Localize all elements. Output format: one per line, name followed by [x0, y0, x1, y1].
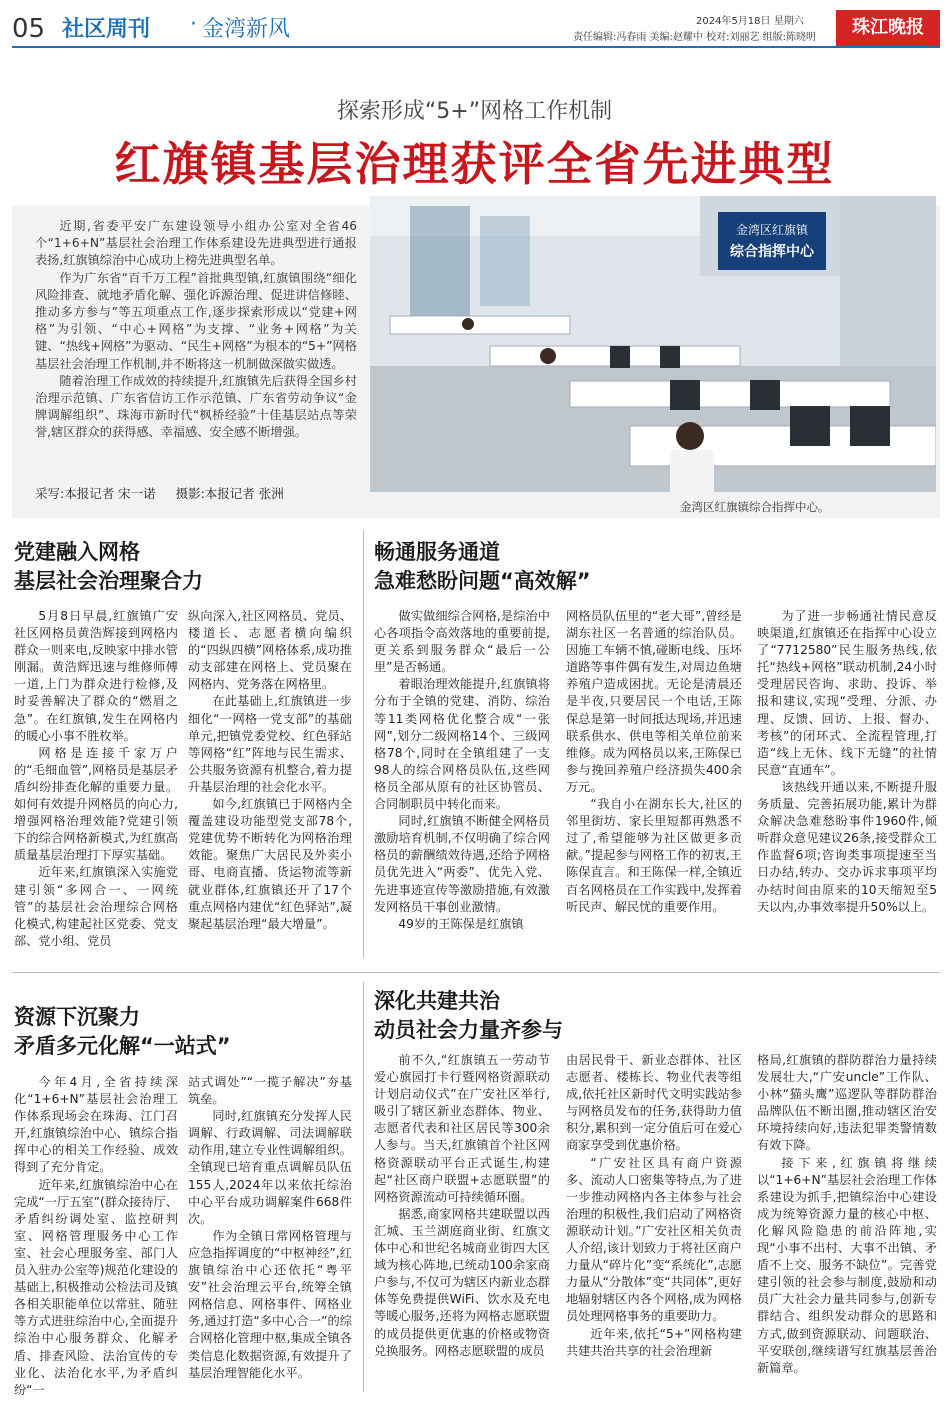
paragraph: 同时,红旗镇不断健全网格员激励培育机制,不仅明确了综合网格员的薪酬绩效待遇,还给予网格员优先进入“两委”、优先入党、先进事迹宣传等激励措施,有效激发网格员干事创业激情。 [374, 814, 550, 914]
photo-illustration [370, 196, 936, 492]
heading-line: 党建融入网格 [14, 540, 140, 564]
section-separator: · [190, 12, 197, 37]
paragraph: “广安社区具有商户资源多、流动人口密集等特点,为了进一步推动网格内各主体参与社会治理的积极性,我们启动了网格资源联动计划。”广安社区相关负责人介绍,该计划致力于将社区商户力量从“碎片化”变“系统化”,志愿力量从“分散体”变“共同体”,更好地辐射辖区内各个网格,成为网格员处理网格事务的重要助力。 [566, 1155, 742, 1324]
heading-line: 急难愁盼问题“高效解” [374, 569, 591, 593]
intro-paragraph: 近期,省委平安广东建设领导小组办公室对全省46个“1+6+N”基层社会治理工作体系建设先进典型进行通报表扬,红旗镇综治中心成功上榜先进典型名单。 [35, 219, 357, 268]
intro-text [35, 218, 357, 442]
section-divider [12, 972, 940, 973]
paragraph: 做实做细综合网格,是综治中心各项指令高效落地的重要前提,更关系到服务群众“最后一公里”是否畅通。 [374, 609, 550, 675]
section-heading [14, 538, 203, 596]
paragraph: 该热线开通以来,不断提升服务质量、完善拓展功能,累计为群众解决急难愁盼事件1960件,倾听群众意见建议26条,接受群众工作监督6项;咨询类事项提速至当日办结,转办、交办诉求事项平均办结时间由原来的10天缩短至5天以内,办事效率提升50%以上。 [757, 779, 937, 914]
intro-paragraph: 随着治理工作成效的持续提升,红旗镇先后获得全国乡村治理示范镇、广东省信访工作示范镇、广东省劳动争议“金牌调解组织”、珠海市新时代“枫桥经验”十佳基层站点等荣誉,辖区群众的获得感、幸福感、安全感不断增强。 [35, 373, 357, 440]
section-heading [14, 1003, 231, 1061]
heading-line: 畅通服务通道 [374, 540, 500, 564]
text-column [757, 1052, 937, 1377]
text-column [14, 1074, 178, 1399]
newspaper-logo: 珠江晚报 [836, 10, 940, 46]
paragraph: 据悉,商家网格共建联盟以西汇城、玉兰湖庭商业街、红旗文体中心和世纪名城商业街四大区域为核心阵地,已统动100余家商户参与,不仅可为辖区内新业态群体等免费提供WiFi、饮水及充电等暖心服务,还将为网格志愿联盟的成员提供更优惠的价格或物资兑换服务。网格志愿联盟的成员 [374, 1206, 550, 1358]
section-heading [374, 987, 563, 1045]
paragraph: 由居民骨干、新业态群体、社区志愿者、楼栋长、物业代表等组成,依托社区新时代文明实践站参与网格员发布的任务,获得助力值积分,累积到一定分值后可在爱心商家享受到优惠价格。 [566, 1053, 742, 1153]
photo-caption: 金湾区红旗镇综合指挥中心。 [680, 500, 830, 514]
paragraph: 如今,红旗镇已于网格内全覆盖建设功能型党支部78个,党建优势不断转化为网格治理效能。聚焦广大居民及外卖小哥、电商直播、货运物流等新就业群体,红旗镇还开了17个重点网格内建优“红色驿站”,凝聚起基层治理“最大增量”。 [188, 797, 352, 931]
heading-line: 资源下沉聚力 [14, 1005, 140, 1029]
article-headline: 红旗镇基层治理获评全省先进典型 [114, 137, 835, 191]
article-kicker: 探索形成“5+”网格工作机制 [336, 99, 613, 124]
photo-credit: 摄影:本报记者 张洲 [175, 486, 284, 501]
issue-date: 2024年5月18日 星期六 [696, 16, 804, 27]
paragraph: 5月8日早晨,红旗镇广安社区网格员黄浩辉接到网格内群众一则来电,反映家中排水管刚漏。黄浩辉迅速与维修师傅一道,上门为群众进行检修,及时妥善解决了群众的“燃眉之急”。在红旗镇,发生在网格内的暖心小事不胜枚举。 [14, 609, 178, 743]
heading-line: 基层社会治理聚合力 [14, 569, 203, 593]
page-number: 05 [12, 14, 46, 44]
writer-credit: 采写:本报记者 宋一诺 [35, 486, 156, 501]
text-column [374, 1052, 550, 1360]
article-credits [35, 484, 284, 502]
text-column [757, 608, 937, 916]
intro-paragraph: 作为广东省“百千万工程”首批典型镇,红旗镇围绕“细化风险排查、就地矛盾化解、强化诉源治理、促进讲信修睦、推动多方参与”等五项重点工作,逐步探索形成以“党建+网格”为引领、“中心+网格”为支撑、“业务+网格”为关键、“热线+网格”为驱动、“民生+网格”为根本的“5+”网格基层社会治理工作机制,并不断将这一机制做深做实做透。 [35, 270, 357, 371]
paragraph: 网格是连接千家万户的“毛细血管”,网格员是基层矛盾纠纷排查化解的重要力量。如何有效提升网格员的向心力,增强网格治理效能?党建引领下的综合网格新模式,为红旗高质量基层治理打下厚实基础。 [14, 745, 178, 863]
text-column [188, 608, 352, 933]
column-divider [363, 530, 364, 958]
paragraph: 在此基础上,红旗镇进一步细化“一网格一党支部”的基础单元,把镇党委党校、红色驿站等网格“红”阵地与民生需求、公共服务资源有机整合,着力提升基层治理的社会化水平。 [188, 694, 352, 794]
paragraph: 今年4月,全省持续深化“1+6+N”基层社会治理工作体系现场会在珠海、江门召开,红旗镇综治中心、镇综合指挥中心的相关工作经验、成效得到了充分肯定。 [14, 1075, 178, 1175]
sign-line-1: 金湾区红旗镇 [735, 223, 809, 237]
paragraph: 格局,红旗镇的群防群治力量持续发展壮大,“广安uncle”工作队、小林“猫头鹰”巡逻队等群防群治品牌队伍不断出圈,推动辖区治安环境持续向好,违法犯罪类警情数有效下降。 [757, 1053, 937, 1153]
subsection-name: 金湾新风 [202, 17, 291, 42]
column-divider [363, 982, 364, 1392]
paragraph: “我自小在湖东长大,社区的邻里街坊、家长里短都再熟悉不过了,希望能够为社区做更多贡献。”提起参与网格工作的初衷,王陈保直言。和王陈保一样,全镇近百名网格员在工作实践中,发挥着听民声、解民忧的重要作用。 [566, 797, 742, 914]
paragraph: 网格员队伍里的“老大哥”,曾经是湖东社区一名普通的综治队员。因施工车辆不慎,碰断电线、压坏道路等事件偶有发生,对周边鱼塘养殖户造成困扰。无论是清晨还是半夜,只要居民一个电话,王陈保总是第一时间抵达现场,并迅速联系供水、供电等相关单位前来维修。成为网格员以来,王陈保已参与挽回养殖户经济损失400余万元。 [566, 609, 742, 794]
section-heading [374, 538, 591, 596]
text-column [374, 608, 550, 933]
section-name: 社区周刊 [62, 17, 151, 42]
paragraph: 作为全镇日常网格管理与应急指挥调度的“中枢神经”,红旗镇综治中心还依托“粤平安”社会治理云平台,统筹全镇网格信息、网格事件、网格业务,通过打造“多中心合一”的综合网格化管理中枢,集成全镇各类信息化数据资源,有效提升了基层治理智能化水平。 [188, 1228, 352, 1380]
heading-line: 矛盾多元化解“一站式” [14, 1034, 231, 1058]
command-center-photo [370, 196, 936, 492]
paragraph: 近年来,红旗镇综治中心在完成“一厅五室”(群众接待厅、矛盾纠纷调处室、监控研判室、网格管理服务中心工作室、社会心理服务室、部门人员入驻办公室等)规范化建设的基础上,积极推动公检法司及镇各相关职能单位以常驻、随驻等方式进驻综治中心,全面提升综治中心服务群众、化解矛盾、排查风险、法治宣传的专业化、法治化水平,为矛盾纠纷“一 [14, 1177, 178, 1397]
paragraph: 近年来,红旗镇深入实施党建引领“多网合一、一网统管”的基层社会治理综合网格化模式,构建起社区党委、党支部、党小组、党员 [14, 865, 178, 948]
paragraph: 为了进一步畅通社情民意反映渠道,红旗镇还在指挥中心设立了“7712580”民生服务热线,依托“热线+网格”联动机制,24小时受理居民咨询、求助、投诉、举报和建议,实现“受理、分派、办理、反馈、回访、上报、督办、考核”的闭环式、全流程管理,打造“线上无休、线下无缝”的社情民意“直通车”。 [757, 609, 937, 777]
text-column [566, 1052, 742, 1360]
text-column [566, 608, 742, 916]
heading-line: 动员社会力量齐参与 [374, 1018, 563, 1042]
paragraph: 同时,红旗镇充分发挥人民调解、行政调解、司法调解联动作用,建立专业性调解组织。全镇现已培育重点调解员队伍155人,2024年以来依托综治中心平台成功调解案件668件次。 [188, 1109, 352, 1226]
paragraph: 接下来,红旗镇将继续以“1+6+N”基层社会治理工作体系建设为抓手,把镇综治中心建设成为统筹资源力量的核心中枢、化解风险隐患的前沿阵地,实现“小事不出村、大事不出镇、矛盾不上交、服务不缺位”。完善党建引领的社会参与制度,鼓励和动员广大社会力量共同参与,创新专群结合、组织发动群众的思路和方式,做到资源联动、问题联治、平安联创,继续谱写红旗基层善治新篇章。 [757, 1155, 937, 1375]
sign-line-2: 综合指挥中心 [730, 244, 814, 260]
paragraph: 站式调处”“一揽子解决”夯基筑垒。 [188, 1075, 352, 1107]
paragraph: 近年来,依托“5+”网格构建共建共治共享的社会治理新 [566, 1326, 742, 1358]
text-column [14, 608, 178, 950]
paragraph: 着眼治理效能提升,红旗镇将分布于全镇的党建、消防、综治等11类网格优化整合成“一张网”,划分二级网格14个、三级网格78个,同时在全镇组建了一支98人的综合网格员队伍,这些网格员全部从原有的社区协管员、合同制职员中转化而来。 [374, 677, 550, 812]
paragraph: 49岁的王陈保是红旗镇 [398, 916, 524, 931]
heading-line: 深化共建共治 [374, 989, 500, 1013]
editor-credits: 责任编辑:冯春雨 美编:赵耀中 校对:刘丽艺 组版:陈晓明 [573, 32, 817, 43]
masthead-divider [12, 46, 940, 48]
paragraph: 纵向深入,社区网格员、党员、楼道长、志愿者横向编织的“四纵四横”网格体系,成功推动支部建在网格上、党员聚在网格内、党务落在网格里。 [188, 609, 352, 692]
paragraph: 前不久,“红旗镇五一劳动节爱心旗园打卡行暨网格资源联动计划启动仪式”在广安社区举行,吸引了辖区新业态群体、物业、志愿者代表和社区居民等300余人参与。当天,红旗镇首个社区网格资源联动平台正式诞生,构建起“社区商户联盟+志愿联盟”的网格资源流动可持续循环圈。 [374, 1053, 550, 1204]
text-column [188, 1074, 352, 1382]
